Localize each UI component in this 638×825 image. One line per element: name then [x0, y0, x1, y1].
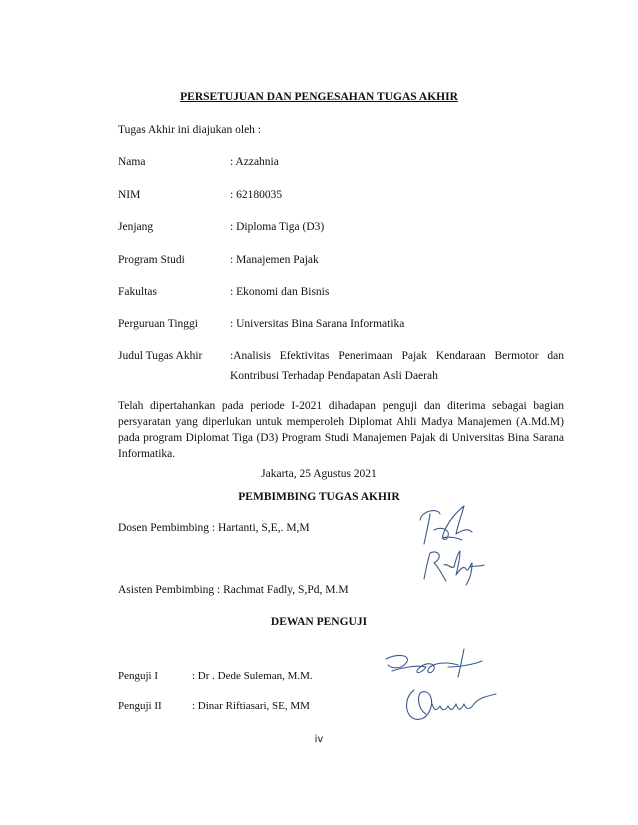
statement-paragraph: Telah dipertahankan pada periode I-2021 dihadapan penguji dan diterima sebagai bagian persyaratan yang diperlukan untuk memperoleh Diplomat Ahli Madya Manajemen (A.Md.M) pada program Diplomat Tiga (D3) Program Studi Manajemen Pajak di Universitas Bina Sarana Informatika.	[118, 400, 564, 460]
pembimbing-heading: PEMBIMBING TUGAS AKHIR	[238, 491, 400, 503]
dewan-heading: DEWAN PENGUJI	[270, 616, 368, 628]
field-value-jenjang: : Diploma Tiga (D3)	[230, 221, 325, 233]
field-value-judul: :Analisis Efektivitas Penerimaan Pajak Kendaraan Bermotor dan	[230, 350, 564, 362]
signature-asisten-pembimbing	[420, 545, 490, 590]
field-label-jenjang: Jenjang	[118, 221, 154, 233]
field-label-prodi: Program Studi	[118, 254, 185, 266]
penguji-2-name: : Dinar Riftiasari, SE, MM	[192, 700, 310, 712]
signature-dosen-pembimbing	[412, 500, 482, 550]
field-value-judul-line2: Kontribusi Terhadap Pendapatan Asli Daerah	[230, 370, 438, 382]
penguji-1-name: : Dr . Dede Suleman, M.M.	[192, 670, 313, 682]
dosen-pembimbing: Dosen Pembimbing : Hartanti, S,E,. M,M	[118, 522, 310, 534]
field-value-nim: : 62180035	[230, 189, 283, 201]
field-label-fakultas: Fakultas	[118, 286, 157, 298]
field-label-nim: NIM	[118, 189, 141, 201]
field-label-judul: Judul Tugas Akhir	[118, 350, 203, 362]
field-label-perguruan-tinggi: Perguruan Tinggi	[118, 318, 198, 330]
field-label-nama: Nama	[118, 156, 146, 168]
field-value-prodi: : Manajemen Pajak	[230, 254, 319, 266]
signature-penguji-1	[378, 645, 488, 685]
penguji-1-label: Penguji I	[118, 670, 159, 682]
page-number: iv	[314, 734, 324, 745]
signature-penguji-2	[400, 680, 500, 730]
field-value-nama: : Azzahnia	[230, 156, 279, 168]
intro-text: Tugas Akhir ini diajukan oleh :	[118, 124, 262, 136]
penguji-2-label: Penguji II	[118, 700, 162, 712]
asisten-pembimbing: Asisten Pembimbing : Rachmat Fadly, S,Pd, M.M	[118, 584, 349, 596]
page-title: PERSETUJUAN DAN PENGESAHAN TUGAS AKHIR	[180, 91, 458, 103]
place-date: Jakarta, 25 Agustus 2021	[261, 468, 377, 480]
field-value-fakultas: : Ekonomi dan Bisnis	[230, 286, 330, 298]
field-value-perguruan-tinggi: : Universitas Bina Sarana Informatika	[230, 318, 405, 330]
